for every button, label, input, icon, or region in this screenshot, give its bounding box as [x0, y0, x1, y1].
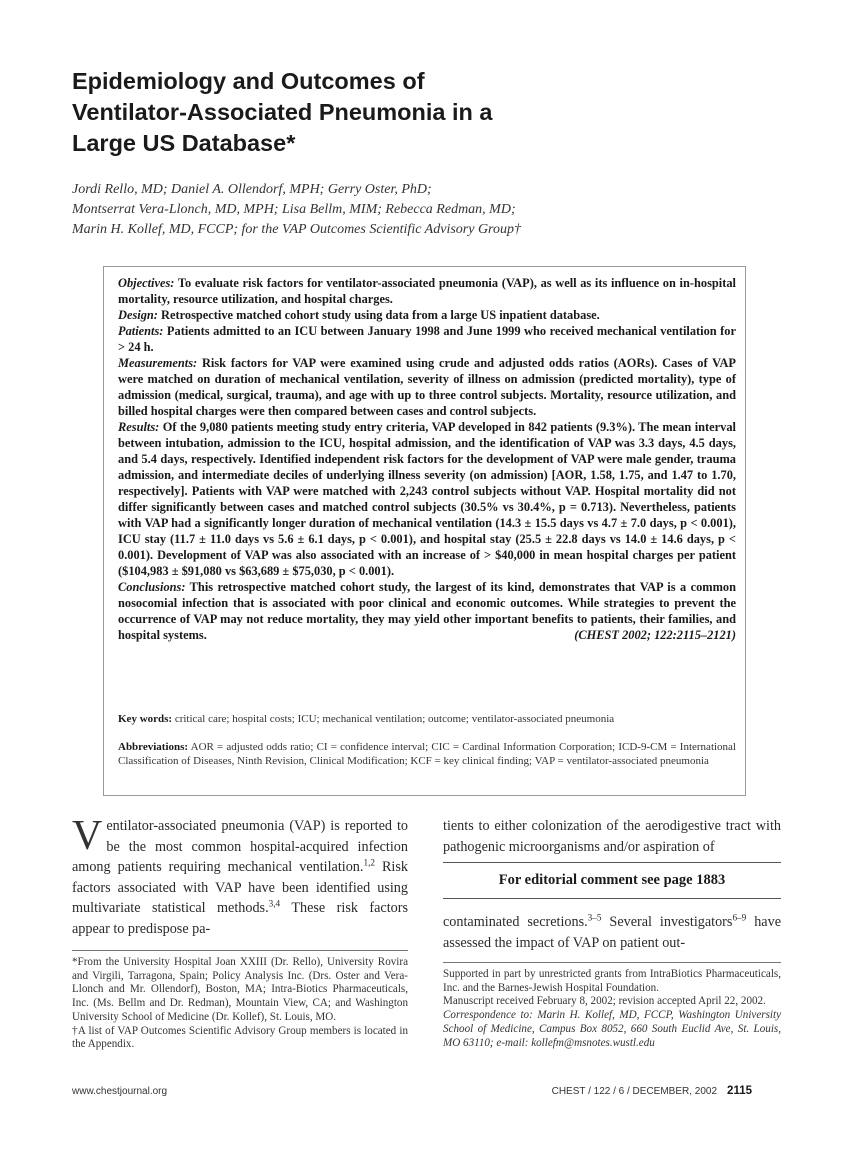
abbreviations-label: Abbreviations:	[118, 741, 189, 753]
footnote-divider-right	[443, 962, 781, 963]
abstract-design	[118, 307, 736, 323]
keywords-label: Key words:	[118, 713, 173, 725]
editorial-comment-box	[443, 862, 781, 899]
body-paragraph	[443, 912, 781, 953]
body-text: have assessed the impact of VAP on patient out-	[443, 914, 781, 951]
body-text: Several investigators	[601, 914, 733, 930]
footnote-advisory-group: †A list of VAP Outcomes Scientific Advisory Group members is located in the Appendix.	[72, 1024, 408, 1051]
measurements-text: Risk factors for VAP were examined using crude and adjusted odds ratios (AORs). Cases of VAP were matched on duration of mechanical ventilation, severity of illness on admission (predicted mortality), type of admission (medical, surgical, trauma), and age with up to three control subjects. Mortality, resource utilization, and billed hospital charges were then compared between cases and control subjects.	[118, 356, 736, 418]
abstract-box	[103, 266, 746, 796]
footnotes-right	[443, 968, 781, 1050]
body-right-column-bottom	[443, 912, 781, 953]
reference-superscript: 3–5	[587, 912, 602, 923]
reference-superscript: 6–9	[732, 912, 747, 923]
body-text: contaminated secretions.	[443, 914, 588, 930]
abstract-conclusions	[118, 579, 736, 643]
author-line: Jordi Rello, MD; Daniel A. Ollendorf, MPH; Gerry Oster, PhD;	[72, 182, 432, 197]
design-label: Design:	[118, 308, 158, 322]
objectives-text: To evaluate risk factors for ventilator-associated pneumonia (VAP), as well as its influence on in-hospital mortality, resource utilization, and hospital charges.	[118, 276, 736, 306]
author-line: Montserrat Vera-Llonch, MD, MPH; Lisa Bellm, MIM; Rebecca Redman, MD;	[72, 202, 516, 217]
reference-superscript: 1,2	[363, 857, 375, 868]
author-line: Marin H. Kollef, MD, FCCP; for the VAP Outcomes Scientific Advisory Group†	[72, 222, 521, 237]
title-line: Large US Database*	[72, 130, 296, 156]
design-text: Retrospective matched cohort study using data from a large US inpatient database.	[157, 308, 600, 322]
title-line: Epidemiology and Outcomes of	[72, 68, 425, 94]
abbreviations	[118, 741, 736, 768]
keywords-text: critical care; hospital costs; ICU; mechanical ventilation; outcome; ventilator-associated pneumonia	[172, 713, 615, 725]
footnote-funding: Supported in part by unrestricted grants from IntraBiotics Pharmaceuticals, Inc. and the Barnes-Jewish Hospital Foundation.	[443, 968, 781, 994]
patients-text: Patients admitted to an ICU between January 1998 and June 1999 who received mechanical ventilation for > 24 h.	[118, 324, 736, 354]
objectives-label: Objectives:	[118, 276, 175, 290]
conclusions-text: This retrospective matched cohort study, the largest of its kind, demonstrates that VAP is a common nosocomial infection that is associated with poor clinical and economic outcomes. While strategies to prevent the occurrence of VAP may not reduce mortality, they may yield other important benefits to patients, their families, and hospital systems.	[118, 580, 736, 642]
page-number: 2115	[727, 1085, 752, 1097]
body-paragraph	[72, 813, 408, 940]
conclusions-label: Conclusions:	[118, 580, 186, 594]
footnotes-left	[72, 956, 408, 1052]
reference-superscript: 3,4	[268, 898, 281, 909]
abbreviations-text: AOR = adjusted odds ratio; CI = confidence interval; CIC = Cardinal Information Corporation; ICD-9-CM = International Classification of Diseases, Ninth Revision, Clinical Modification; KCF = key clinical finding; VAP = ventilator-associated pneumonia	[118, 741, 736, 767]
journal-website: www.chestjournal.org	[72, 1086, 168, 1097]
footnote-affiliations: *From the University Hospital Joan XXIII (Dr. Rello), University Rovira and Virgili, Tarragona, Spain; Policy Analysis Inc. (Drs. Oster and Vera-Llonch and Mr. Ollendorf), Boston, MA; Intra-Biotics Pharmaceuticals, Inc. (Ms. Bellm and Dr. Redman), Mountain View, CA; and Washington University School of Medicine (Dr. Kollef), St. Louis, MO.	[72, 956, 408, 1023]
abstract-patients	[118, 323, 736, 355]
measurements-label: Measurements:	[118, 356, 198, 370]
body-right-column-top	[443, 816, 781, 857]
drop-cap: V	[72, 813, 103, 859]
editorial-comment-text: For editorial comment see page 1883	[498, 872, 726, 888]
body-text: Risk factors associated with VAP have been identified using multivariate statistical methods.	[72, 859, 408, 917]
article-title	[72, 66, 712, 159]
journal-issue-info: CHEST / 122 / 6 / DECEMBER, 2002	[551, 1086, 718, 1097]
abstract-text	[118, 275, 736, 643]
results-label: Results:	[118, 420, 160, 434]
title-line: Ventilator-Associated Pneumonia in a	[72, 99, 493, 125]
body-left-column	[72, 813, 408, 940]
body-text: entilator-associated pneumonia (VAP) is reported to be the most common hospital-acquired infection among patients requiring mechanical ventilation.	[72, 818, 408, 876]
abstract-measurements	[118, 355, 736, 419]
abstract-results	[118, 419, 736, 579]
footnote-correspondence: Correspondence to: Marin H. Kollef, MD, FCCP, Washington University School of Medicine, Campus Box 8052, 660 South Euclid Ave, St. Louis, MO 63110; e-mail: kollefm@msnotes.wustl.edu	[443, 1009, 781, 1049]
abstract-objectives	[118, 275, 736, 307]
abstract-citation: (CHEST 2002; 122:2115–2121)	[574, 628, 736, 642]
keywords	[118, 713, 736, 726]
footnote-divider-left	[72, 950, 408, 951]
author-list	[72, 180, 772, 240]
patients-label: Patients:	[118, 324, 164, 338]
journal-footer	[552, 1085, 752, 1097]
results-text: Of the 9,080 patients meeting study entry criteria, VAP developed in 842 patients (9.3%). The mean interval between intubation, admission to the ICU, hospital admission, and the identification of VAP was 3.3 days, 4.5 days, and 5.4 days, respectively. Identified independent risk factors for the development of VAP were male gender, trauma admission, and intermediate deciles of underlying illness severity (on admission) [AOR, 1.58, 1.75, and 1.47 to 1.70, respectively]. Patients with VAP were matched with 2,243 control subjects without VAP. Hospital mortality did not differ significantly between cases and matched control subjects (30.5% vs 30.4%, p = 0.713). Nevertheless, patients with VAP had a significantly longer duration of mechanical ventilation (14.3 ± 15.5 days vs 4.7 ± 7.0 days, p < 0.001), ICU stay (11.7 ± 11.0 days vs 5.6 ± 6.1 days, p < 0.001), and hospital stay (25.5 ± 22.8 days vs 14.0 ± 14.6 days, p < 0.001). Development of VAP was also associated with an increase of > $40,000 in mean hospital charges per patient ($104,983 ± $91,080 vs $63,689 ± $75,030, p < 0.001).	[118, 420, 736, 578]
body-text: These risk factors appear to predispose pa-	[72, 900, 408, 937]
footnote-manuscript-dates: Manuscript received February 8, 2002; revision accepted April 22, 2002.	[443, 995, 766, 1008]
body-paragraph: tients to either colonization of the aerodigestive tract with pathogenic microorganisms and/or aspiration of	[443, 818, 781, 855]
